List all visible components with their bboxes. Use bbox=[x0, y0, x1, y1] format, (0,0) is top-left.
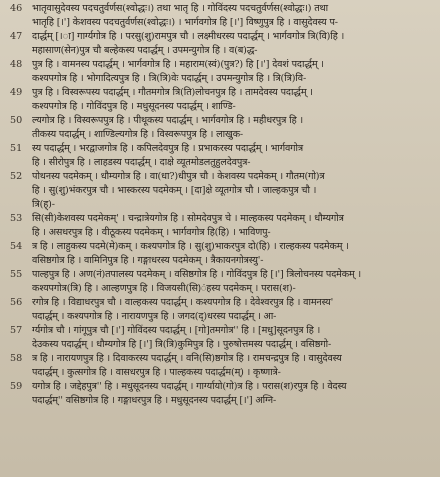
verse-block bbox=[10, 30, 436, 58]
text-line: र्ग्यगोत्र चौ । गांगूपुत्र चौ [।'] गोविंदस्य पदार्द्धम् । [गो]तमगोत्र'' हि । [मधु]सूदनपुत्र हि । bbox=[32, 325, 321, 336]
text-line: ल्यगोत्र हि । विस्वरूपपुत्र हि । पीथूकस्य पदार्द्धम् । भार्गवगोत्र हि । महीधरपुत्र हि । bbox=[32, 115, 303, 126]
verse-number: 53 bbox=[10, 213, 23, 224]
text-line: कश्यपगोत्र हि । गोविंदपुत्र हि । मधुसूदनस्य पदार्द्धम् । शाण्डि- bbox=[32, 101, 236, 112]
text-line: कश्यपगोत्र(त्रि) हि । आल्हणपुत्र हि । विजयसी(सि)ंहस्य पदमेकम् । परास(श)- bbox=[32, 283, 296, 294]
verse-block bbox=[10, 324, 436, 352]
verse-text bbox=[32, 2, 436, 30]
text-line: यगोत्र हि । जद्देहपुत्र'' हि । मधुसूदनस्य पदार्द्धम् । गार्ग्यायो(गो)त्र हि । परास(श)रपुत्र हि । वेदस्य bbox=[32, 381, 347, 392]
text-line: वसिष्ठगोत्र हि । वामिनिपुत्र हि । गङ्गाधरस्य पदमेकम् । त्रैकायनगोत्रस्यु'- bbox=[32, 255, 264, 266]
verse-block bbox=[10, 142, 436, 170]
text-line: त्र हि । लाहुकस्य पदमे(मे)कम् । कश्यपगोत्र हि । सु(शु)भाकरपुत्र दो(हि) । राल्हकस्य पदमेकम् । bbox=[32, 241, 349, 252]
verse-block bbox=[10, 380, 436, 408]
verse-number: 46 bbox=[10, 3, 23, 14]
text-line: दार्द्धम् [।ा] गार्ग्यगोत्र हि । परसु(शु)रामपुत्र चौ । लक्ष्मीधरस्य पदार्द्धम् । भार्गवगोत्र त्रि(वि)हि । bbox=[32, 31, 345, 42]
text-line: देउकस्य पदार्द्धम् । धौम्यगोत्र हि [।'] त्रि(त्रि)कुमिपुत्र हि । पुरुषोत्तमस्य पदार्द्धम् । वसिष्ठगो- bbox=[32, 339, 332, 350]
verse-block bbox=[10, 352, 436, 380]
verse-number: 58 bbox=[10, 353, 23, 364]
text-line: त्र हि । नारायणपुत्र हि । दिवाकरस्य पदार्द्धम् । वनि(सि)ष्ठगोत्र हि । रामचन्द्रपुत्र हि । वासुदेवस्य bbox=[32, 353, 342, 364]
verse-number: 55 bbox=[10, 269, 23, 280]
verse-number: 47 bbox=[10, 31, 23, 42]
text-line: हि । सु(शु)भंकरपुत्र चौ । भास्करस्य पदमेकम् । [दा]क्षे व्यूतगोत्र चौ । जाल्हकपुत्र चौ । bbox=[32, 185, 317, 196]
verse-block bbox=[10, 58, 436, 86]
text-line: महासाण(सेन)पुत्र चौ बल्हेकस्य पदार्द्धम् । उपमन्युगोत्र हि । व(ब)द्ध- bbox=[32, 45, 258, 56]
verse-text bbox=[32, 268, 436, 296]
verse-number: 59 bbox=[10, 381, 23, 392]
text-line: कश्यपगोत्र हि । भोगादित्यपुत्र हि । त्रि(त्रि)वेः पदार्द्धम् । उपमन्युगोत्र हि । त्रि(त्रि)वि- bbox=[32, 73, 307, 84]
text-line: हि । असधरपुत्र हि । वीठूकस्य पदमेकम् । भार्गवगोत्र हि(हि) । भाविणपु- bbox=[32, 227, 271, 238]
verse-text bbox=[32, 86, 436, 114]
verse-text bbox=[32, 114, 436, 142]
verse-text bbox=[32, 240, 436, 268]
text-line: भातृहि [।'] केशवस्य पदचतुर्वर्णस(श्वोद्धः।) । भार्गवगोत्र हि [।'] विष्णुपुत्र हि । वासुदेवस्य प- bbox=[32, 17, 338, 28]
verse-text bbox=[32, 380, 436, 408]
text-line: पाल्हपुत्र हि । अण(नं)तपालस्य पदमेकम् । वसिष्ठगोत्र हि । गोविंदपुत्र हि [।'] त्रिलोचनस्य पदमेकम् । bbox=[32, 269, 361, 280]
text-line: स्य पदार्द्धम् । भरद्वाजगोत्र हि । कपिलदेवपुत्र हि । प्रभाकरस्य पदार्द्धम् । भार्गवगोत्र bbox=[32, 143, 304, 154]
verse-text bbox=[32, 30, 436, 58]
verse-text bbox=[32, 324, 436, 352]
verse-number: 57 bbox=[10, 325, 23, 336]
verse-block bbox=[10, 268, 436, 296]
verse-number: 49 bbox=[10, 87, 23, 98]
verse-number: 51 bbox=[10, 143, 23, 154]
verse-block bbox=[10, 240, 436, 268]
text-line: पदार्द्धम् । कुत्सगोत्र हि । वासधरपुत्र हि । पाल्हकस्य पदार्द्धम(म्) । कृष्णात्रे- bbox=[32, 367, 281, 378]
text-line: पदार्द्धम् । कश्यपगोत्र हि । नारायणपुत्र हि । जगद(द्)धरस्य पदार्द्धम् । आ- bbox=[32, 311, 277, 322]
text-line: भातृवासुदेवस्य पदचतुर्वर्णस(श्वोद्धः।) तथा भातृ हि । गोविंदस्य पदचतुर्वर्णस(श्वोद्धः।) तथा bbox=[32, 3, 329, 14]
verse-text bbox=[32, 58, 436, 86]
verse-block bbox=[10, 296, 436, 324]
text-line: हि । सीरोपुत्र हि । लाहडस्य पदार्द्धम् । दाक्षे व्यूतमोडलतुहुलदेवपुत्र- bbox=[32, 157, 251, 168]
text-line: पोथनस्य पदमेकम् । धौम्यगोत्र हि । वा(धा?)धीपुत्र चौ । केशवस्य पदमेकम् । गौतम(गो)त्र bbox=[32, 171, 325, 182]
verse-block bbox=[10, 2, 436, 30]
text-line: पुत्र हि । विस्वरूपस्य पदार्द्धम् । गौतमगोत्र त्रि(ति)लोचनपुत्र हि । तामदेवस्य पदार्द्धम् । bbox=[32, 87, 313, 98]
text-line: पदार्द्धम्'' वसिष्ठगोत्र हि । गङ्गाधरपुत्र हि । मधुसूदनस्य पदार्द्धम् [।'] अग्नि- bbox=[32, 395, 277, 406]
verse-block bbox=[10, 212, 436, 240]
verse-text bbox=[32, 170, 436, 212]
verse-text bbox=[32, 352, 436, 380]
verse-block bbox=[10, 86, 436, 114]
verse-text bbox=[32, 142, 436, 170]
verse-text bbox=[32, 212, 436, 240]
verse-number: 52 bbox=[10, 171, 23, 182]
verse-block bbox=[10, 170, 436, 212]
verse-number: 50 bbox=[10, 115, 23, 126]
verse-number: 48 bbox=[10, 59, 23, 70]
verse-number: 56 bbox=[10, 297, 23, 308]
text-line: त्रि(ह्)- bbox=[32, 199, 55, 210]
text-line: पुत्र हि । वामनस्य पदार्द्धम् । भार्गवगोत्र हि । महाराम(स्वं)(पुत्र?) हि [।'] देवशं पदार्द्धम् । bbox=[32, 59, 324, 70]
text-line: तीकस्य पदार्द्धम् । शाण्डिल्यगोत्र हि । विस्वरूपपुत्र हि । लाखुक- bbox=[32, 129, 244, 140]
text-line: रगोत्र हि । विद्याधरपुत्र चौ । वाल्हकस्य पदार्द्धम् । कश्यपगोत्र हि । देवेश्वरपुत्र हि । वामनस्य' bbox=[32, 297, 334, 308]
text-line: सि(सी)केशवस्य पदमेकम्' । चन्द्रात्रेयगोत्र हि । सोमदेवपुत्र चे । माल्हकस्य पदमेकम् । धौम्यगोत्र bbox=[32, 213, 344, 224]
verse-number: 54 bbox=[10, 241, 23, 252]
verse-block bbox=[10, 114, 436, 142]
verse-text bbox=[32, 296, 436, 324]
